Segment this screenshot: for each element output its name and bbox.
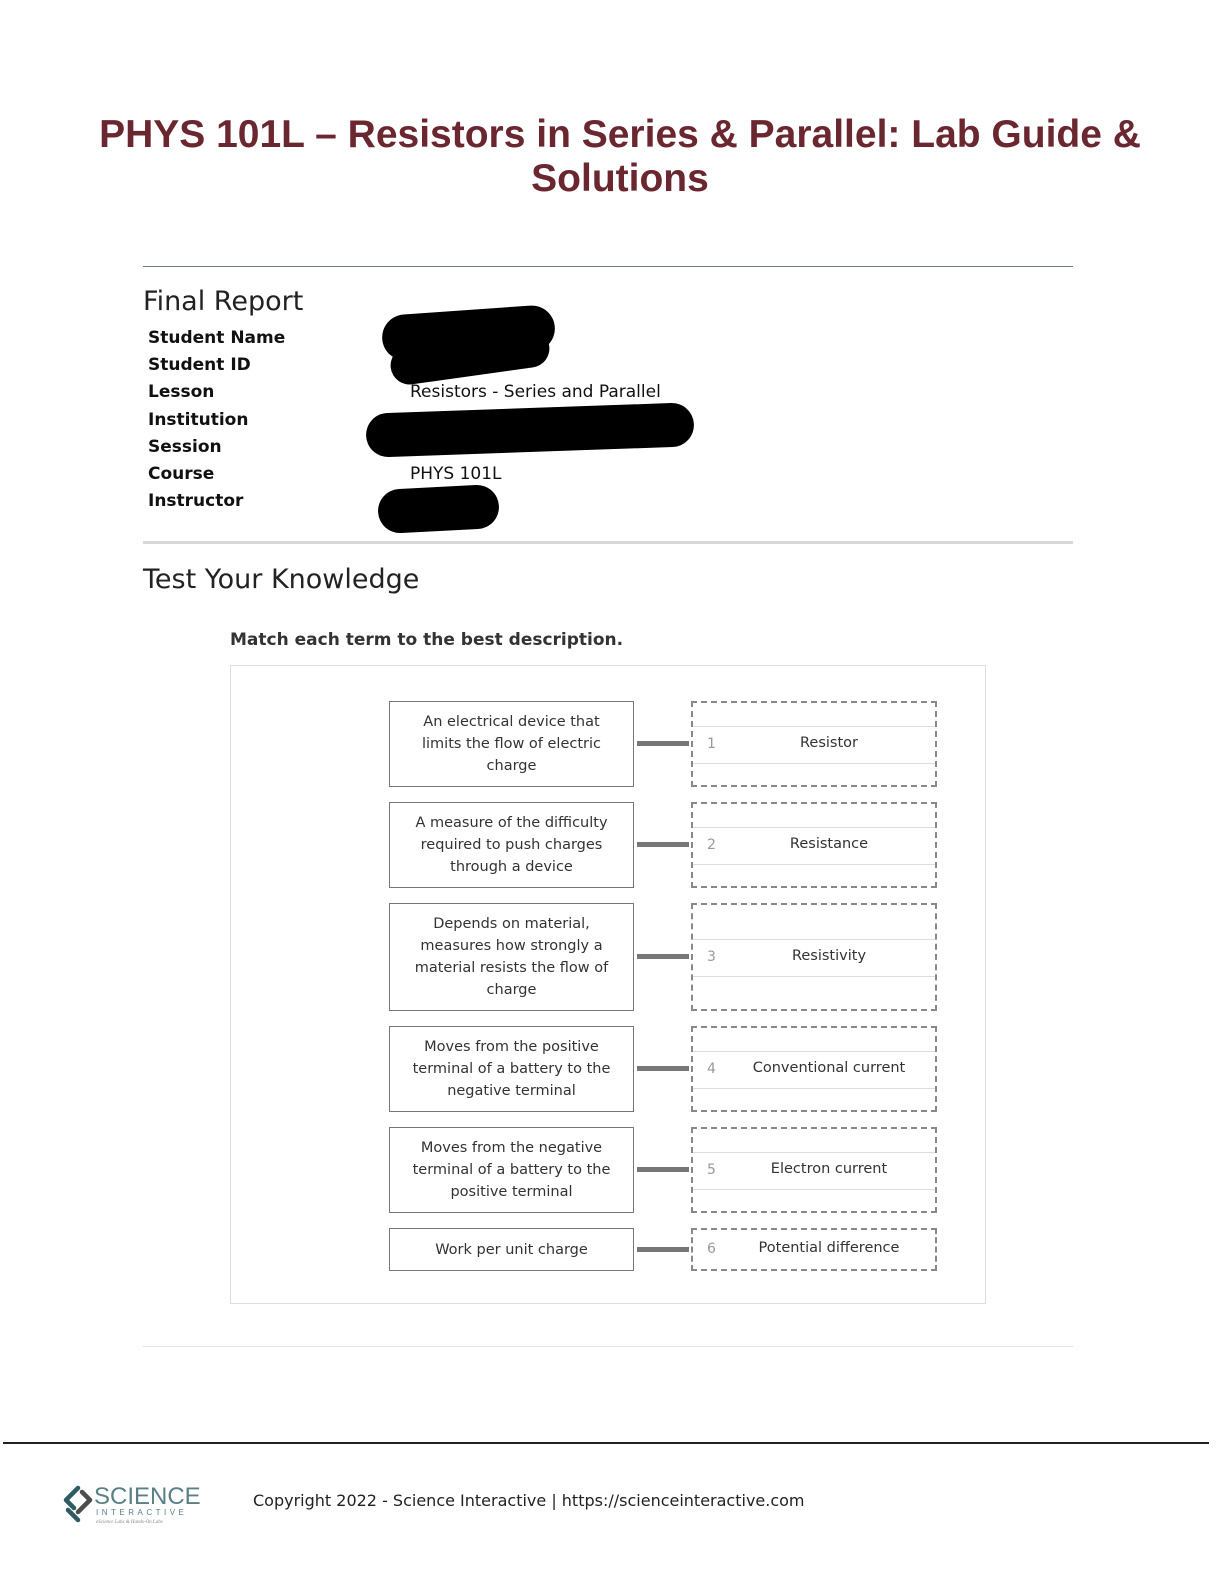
- student-id-label: Student ID: [148, 355, 251, 375]
- term-number: 2: [707, 837, 716, 853]
- final-report-heading: Final Report: [143, 286, 304, 317]
- term-drop-zone[interactable]: [691, 802, 937, 888]
- lesson-value: Resistors - Series and Parallel: [410, 382, 661, 402]
- course-label: Course: [148, 464, 215, 484]
- term-card[interactable]: [693, 1232, 935, 1268]
- term-number: 5: [707, 1162, 716, 1178]
- description-text: An electrical device that limits the flow of electric charge: [421, 714, 601, 774]
- divider: [143, 1346, 1073, 1347]
- match-connector: [637, 1167, 689, 1172]
- session-label: Session: [148, 437, 222, 457]
- lesson-label: Lesson: [148, 382, 215, 402]
- term-card[interactable]: [693, 726, 935, 764]
- redaction-mark: [365, 402, 694, 457]
- match-connector: [637, 741, 689, 746]
- description-card[interactable]: [389, 1026, 634, 1112]
- description-text: Depends on material, measures how strongly a material resists the flow of charge: [414, 916, 609, 998]
- footer-divider: [3, 1442, 1209, 1444]
- term-drop-zone[interactable]: [691, 1228, 937, 1271]
- term-drop-zone[interactable]: [691, 1026, 937, 1112]
- logo-tagline: eScience Labs & Hands-On Labs: [96, 1520, 163, 1525]
- match-connector: [637, 1066, 689, 1071]
- term-number: 6: [707, 1240, 716, 1257]
- redaction-mark: [377, 484, 500, 534]
- logo-mark-icon: [66, 1488, 90, 1520]
- term-card[interactable]: [693, 1051, 935, 1089]
- term-label: Resistance: [789, 836, 869, 852]
- logo-word: SCIENCE: [94, 1483, 201, 1510]
- term-label: Electron current: [770, 1161, 888, 1177]
- instructor-label: Instructor: [148, 491, 244, 511]
- document-title: PHYS 101L – Resistors in Series & Parallel: Lab Guide & Solutions: [99, 113, 1141, 200]
- student-name-label: Student Name: [148, 328, 286, 348]
- divider: [143, 541, 1073, 544]
- term-number: 1: [707, 736, 716, 752]
- description-text: Moves from the negative terminal of a battery to the positive terminal: [412, 1140, 611, 1200]
- description-card[interactable]: [389, 802, 634, 888]
- match-instruction: Match each term to the best description.: [230, 630, 624, 650]
- description-card[interactable]: [389, 903, 634, 1011]
- term-label: Resistivity: [791, 948, 867, 964]
- description-card[interactable]: [389, 1127, 634, 1213]
- term-drop-zone[interactable]: [691, 701, 937, 787]
- logo-subword: INTERACTIVE: [96, 1508, 188, 1517]
- divider: [143, 266, 1073, 267]
- copyright-text: Copyright 2022 - Science Interactive | https://scienceinteractive.com: [253, 1491, 805, 1510]
- science-interactive-logo: [58, 1480, 218, 1530]
- match-connector: [637, 954, 689, 959]
- description-text: Moves from the positive terminal of a battery to the negative terminal: [412, 1039, 611, 1099]
- term-label: Potential difference: [758, 1239, 900, 1256]
- test-your-knowledge-heading: Test Your Knowledge: [143, 564, 420, 595]
- description-card[interactable]: [389, 1228, 634, 1271]
- term-label: Resistor: [800, 735, 858, 751]
- term-label: Conventional current: [752, 1060, 906, 1076]
- match-connector: [637, 1247, 689, 1252]
- term-card[interactable]: [693, 939, 935, 977]
- term-card[interactable]: [693, 1152, 935, 1190]
- description-text: Work per unit charge: [435, 1241, 588, 1258]
- institution-label: Institution: [148, 410, 249, 430]
- term-drop-zone[interactable]: [691, 1127, 937, 1213]
- course-value: PHYS 101L: [410, 464, 502, 484]
- match-connector: [637, 842, 689, 847]
- term-number: 3: [707, 949, 716, 965]
- term-drop-zone[interactable]: [691, 903, 937, 1011]
- term-card[interactable]: [693, 827, 935, 865]
- term-number: 4: [707, 1061, 716, 1077]
- description-text: A measure of the difficulty required to push charges through a device: [415, 815, 608, 875]
- description-card[interactable]: [389, 701, 634, 787]
